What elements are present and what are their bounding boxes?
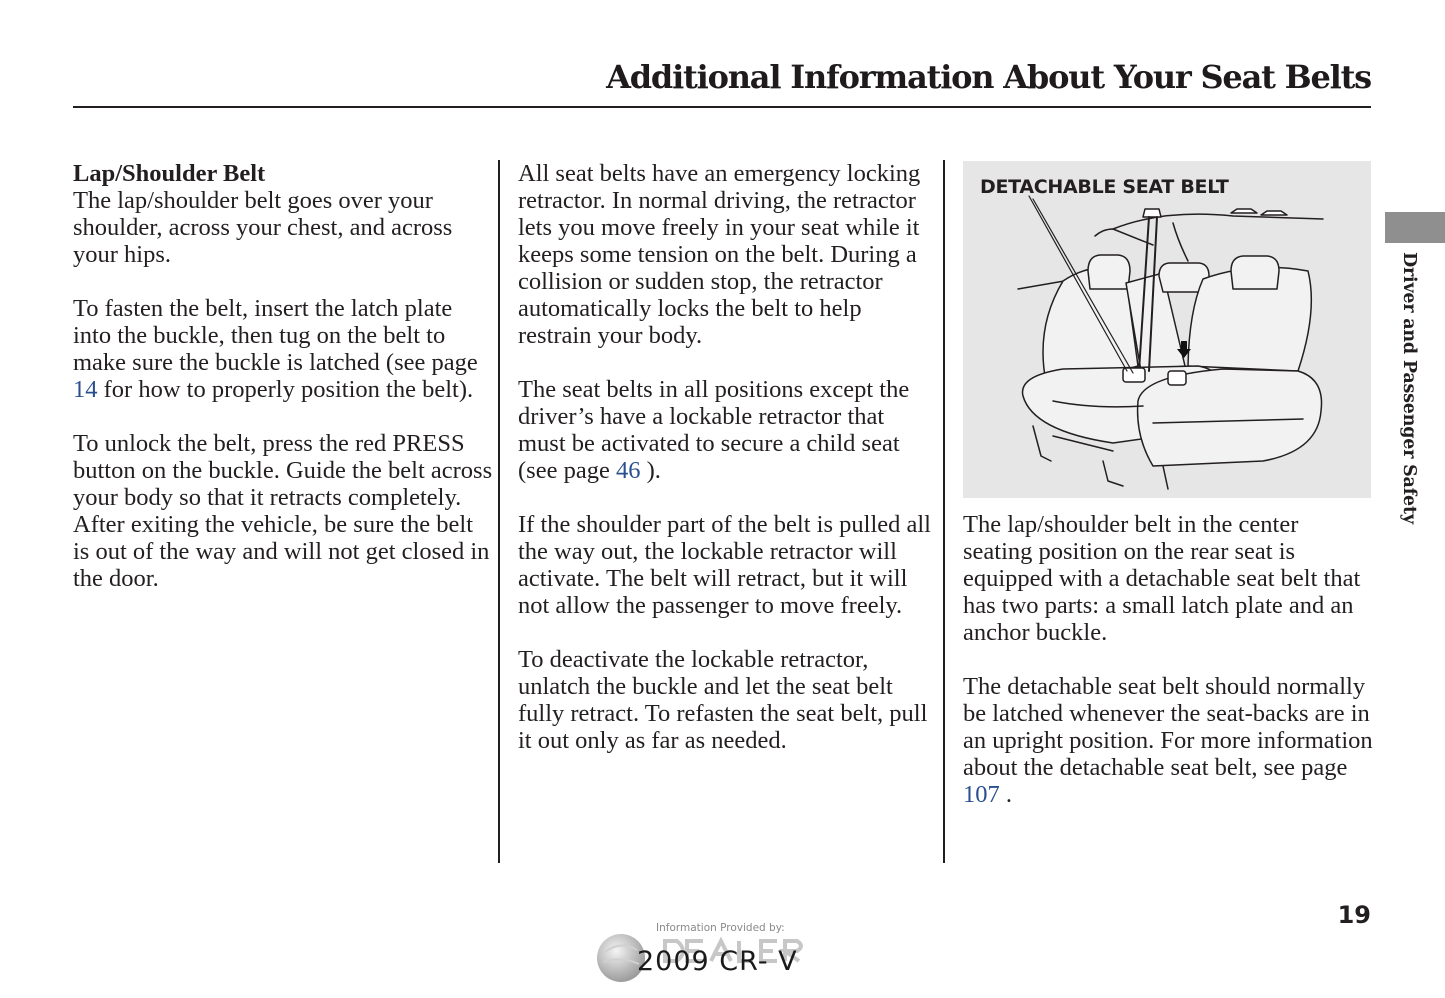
paragraph-text: To fasten the belt, insert the latch plate into the buckle, then tug on the belt to make sure the buckle is latched (see page	[73, 295, 478, 376]
paragraph-text: ).	[640, 457, 661, 484]
provided-by-text: Information Provided by:	[656, 922, 785, 934]
section-tab	[1385, 212, 1445, 243]
paragraph-text: The detachable seat belt should normally be latched whenever the seat-backs are in an upright position. For more information about the detachable seat belt, see page	[963, 673, 1373, 781]
column-2	[518, 160, 936, 781]
paragraph-text: The lap/shoulder belt goes over your shoulder, across your chest, and across your hips.	[73, 187, 453, 268]
detachable-paragraph	[963, 673, 1373, 808]
center-seating-paragraph: The lap/shoulder belt in the center seating position on the rear seat is equipped with a detachable seat belt that has two parts: a small latch plate and an anchor buckle.	[963, 511, 1361, 646]
model-label: 2009 CR- V	[637, 946, 798, 977]
title-rule	[73, 106, 1371, 108]
retractor-paragraph: All seat belts have an emergency locking retractor. In normal driving, the retractor lets you move freely in your seat while it keeps some tension on the belt. During a collision or sudden stop, the retractor automatically locks the belt to help restrain your body.	[518, 160, 921, 349]
activate-paragraph: If the shoulder part of the belt is pulled all the way out, the lockable retractor will activate. The belt will retract, but it will not allow the passenger to move freely.	[518, 511, 931, 619]
fasten-paragraph	[73, 295, 493, 403]
rear-seat-illustration	[963, 161, 1371, 498]
lockable-paragraph	[518, 376, 936, 484]
unlock-paragraph: To unlock the belt, press the red PRESS button on the buckle. Guide the belt across your body so that it retracts completely. After exiting the vehicle, be sure the belt is out of the way and will not get closed in the door.	[73, 430, 493, 592]
page-link-107[interactable]: 107	[963, 781, 1000, 808]
paragraph-text: .	[999, 781, 1012, 808]
paragraph-text: The seat belts in all positions except the driver’s have a lockable retractor that must be activated to secure a child seat (see page	[518, 376, 910, 484]
page-number: 19	[1337, 901, 1371, 929]
seat-belt-figure	[963, 161, 1371, 498]
page-link-46[interactable]: 46	[615, 457, 641, 484]
section-subheading: Lap/Shoulder Belt	[73, 160, 266, 187]
figure-caption: DETACHABLE SEAT BELT	[980, 176, 1229, 198]
column-divider	[498, 160, 500, 863]
paragraph-text: for how to properly position the belt).	[97, 376, 474, 403]
column-1	[73, 160, 493, 619]
lap-shoulder-section	[73, 160, 493, 268]
column-divider	[943, 160, 945, 863]
page-title: Additional Information About Your Seat Belts	[606, 58, 1371, 96]
page-link-14[interactable]: 14	[73, 376, 98, 403]
column-3	[963, 511, 1373, 835]
deactivate-paragraph: To deactivate the lockable retractor, unlatch the buckle and let the seat belt fully retract. To refasten the seat belt, pull it out only as far as needed.	[518, 646, 928, 754]
section-tab-label: Driver and Passenger Safety	[1399, 252, 1419, 524]
